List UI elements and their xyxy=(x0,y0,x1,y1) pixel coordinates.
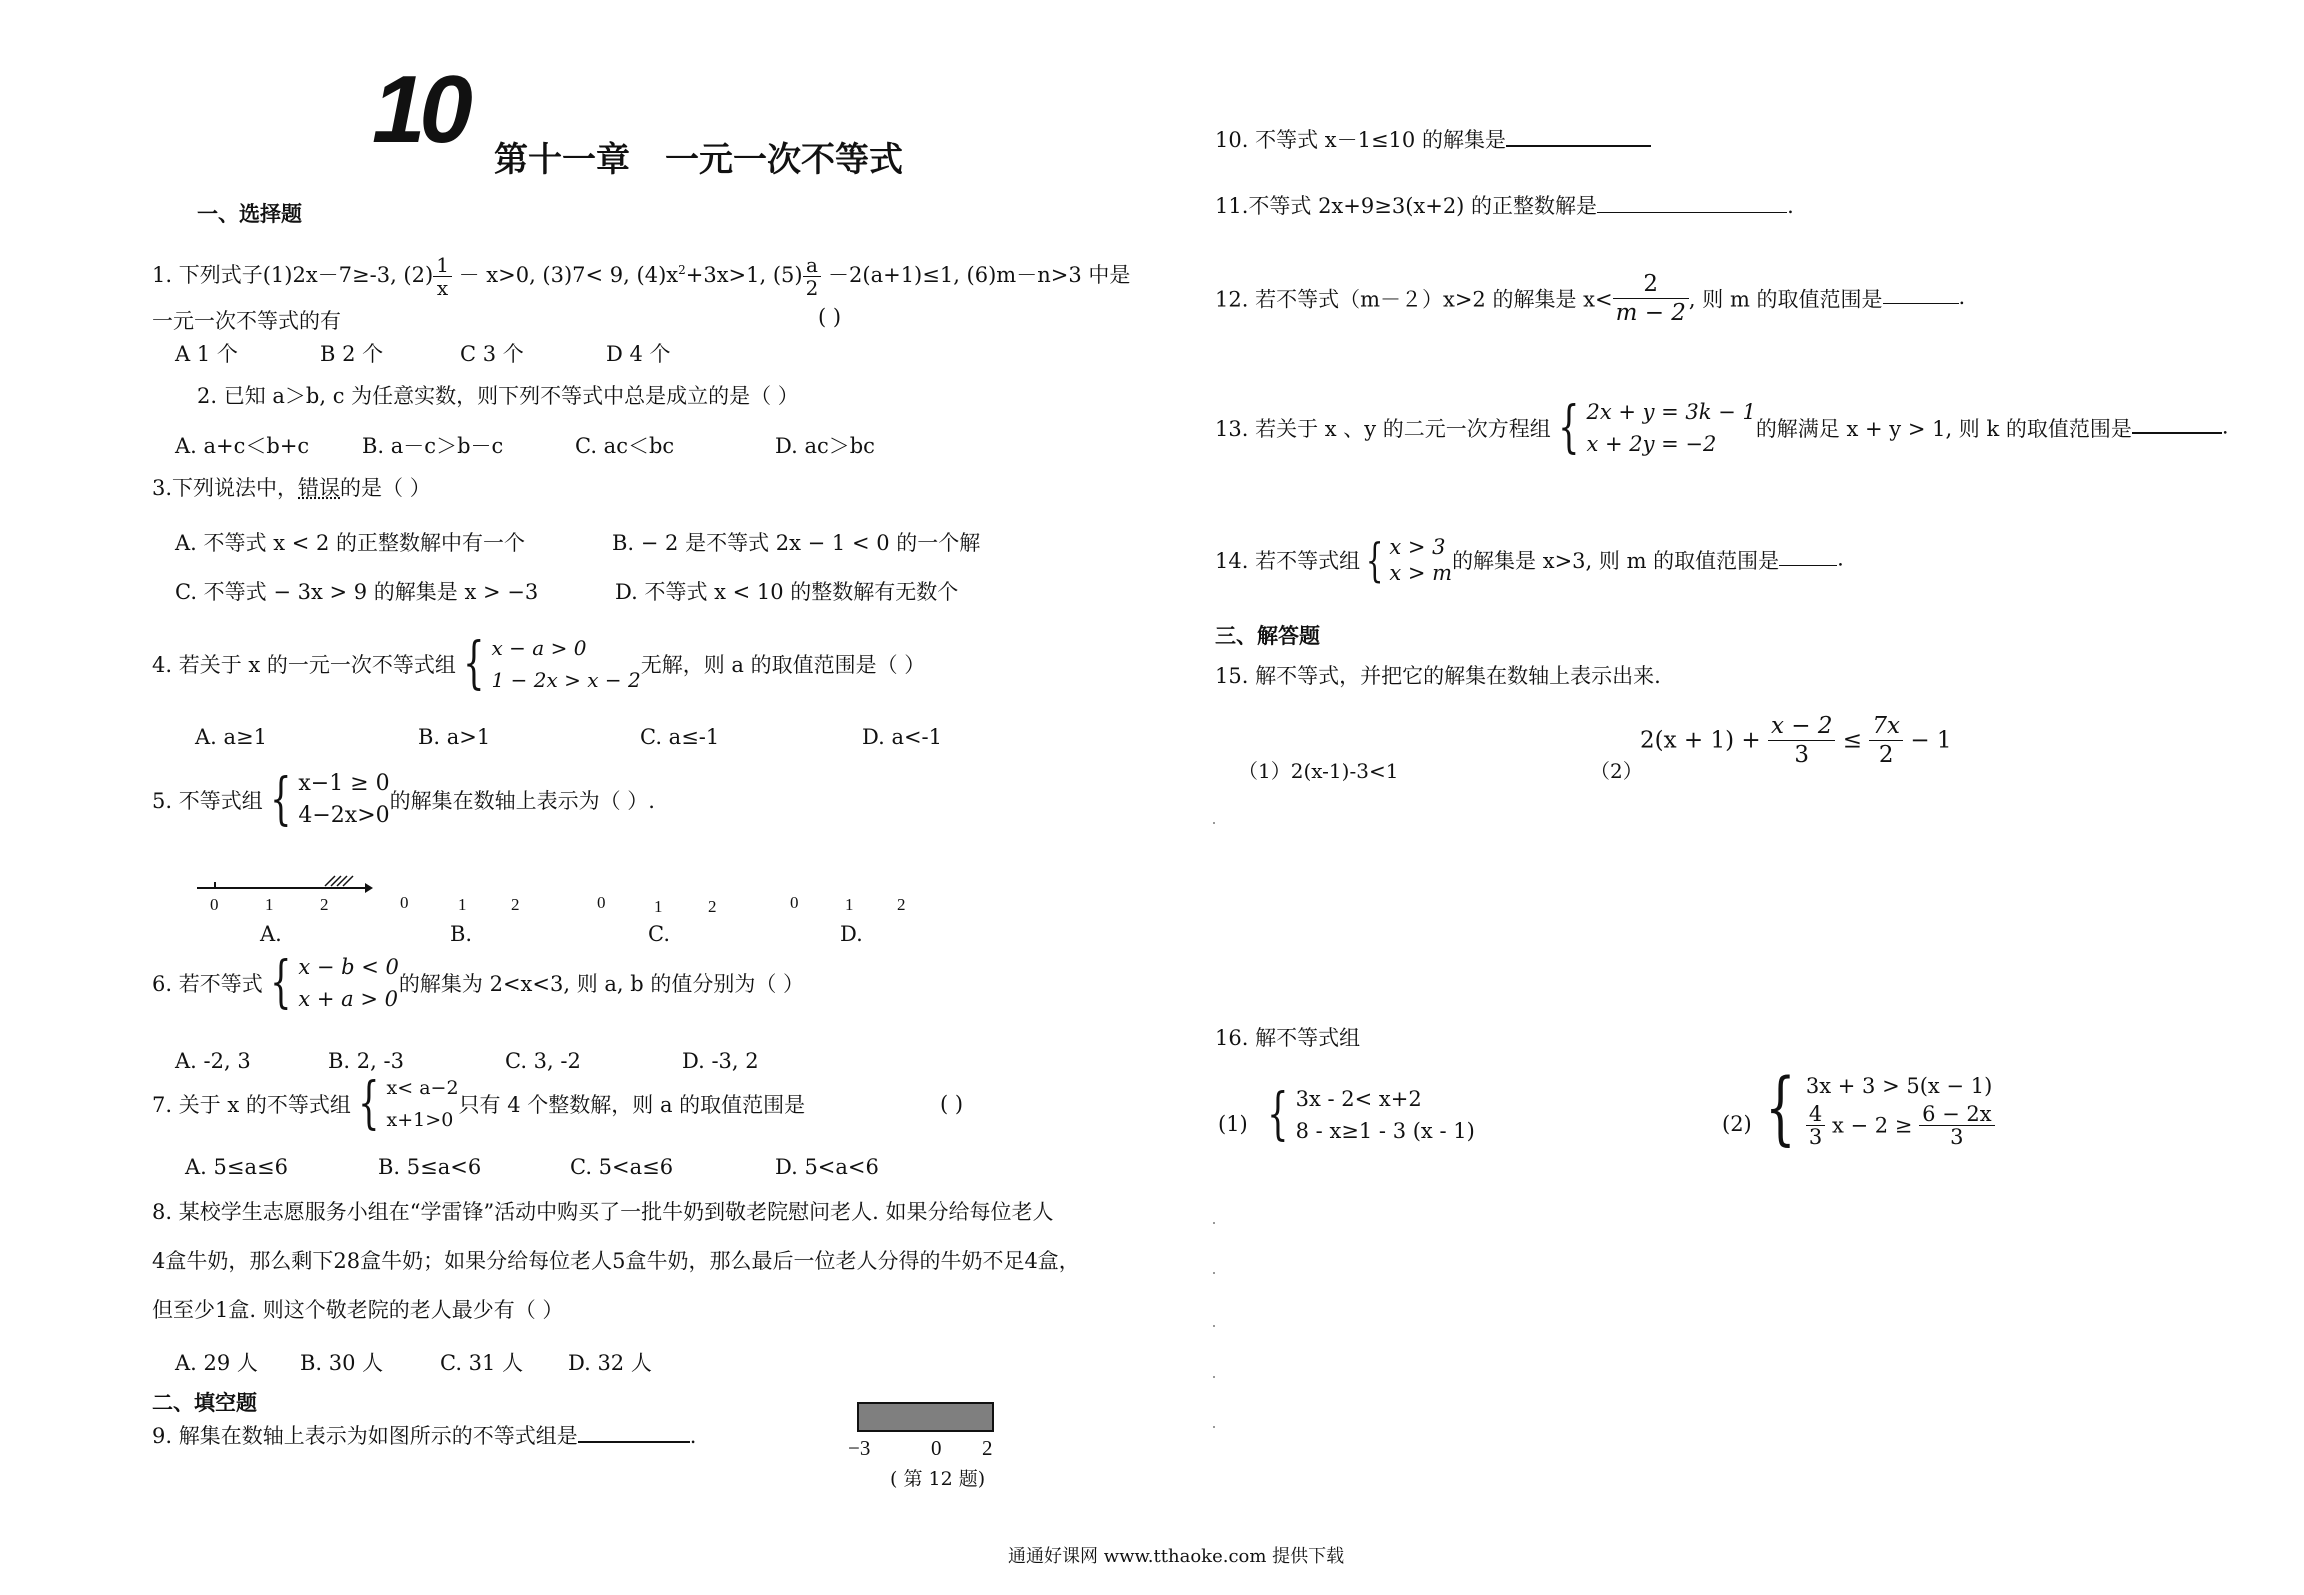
q3-option-b: B. − 2 是不等式 2x − 1 < 0 的一个解 xyxy=(612,531,981,555)
question-8-line3: 但至少1盒. 则这个敬老院的老人最少有（ ） xyxy=(152,1298,564,1322)
q8-option-d: D. 32 人 xyxy=(568,1351,652,1375)
q2-option-c: C. ac＜bc xyxy=(575,434,675,458)
q7-option-b: B. 5≤a<6 xyxy=(378,1155,482,1179)
q3-option-d: D. 不等式 x < 10 的整数解有无数个 xyxy=(615,580,959,604)
axis-a-tick-1: 1 xyxy=(265,895,274,914)
q4-option-a: A. a≥1 xyxy=(195,725,267,749)
question-11: 11.不等式 2x+9≥3(x+2) 的正整数解是 . xyxy=(1215,194,1794,218)
question-12: 12. 若不等式（m－２）x>2 的解集是 x< $\frac{2}{m - 2}$ , 则 m 的取值范围是 . xyxy=(1215,271,1966,326)
q6-option-b: B. 2, -3 xyxy=(328,1049,404,1073)
question-7-paren: ( ) xyxy=(940,1092,964,1116)
q8-option-a: A. 29 人 xyxy=(175,1351,258,1375)
axis-d-tick-2: 2 xyxy=(897,895,906,914)
axis-d-tick-0: 0 xyxy=(790,893,799,912)
title-chapter: 第十一章 xyxy=(494,140,630,180)
q16-part-2-label: (2) xyxy=(1722,1112,1752,1136)
axis-b-tick-1: 1 xyxy=(458,895,467,914)
q16-part-1-system: { 3x - 2< x+2 8 - x≥1 - 3 (x - 1) xyxy=(1267,1082,1475,1147)
chapter-number: 10 xyxy=(372,56,467,163)
q9-caption: ( 第 12 题) xyxy=(890,1468,986,1490)
q4-option-b: B. a>1 xyxy=(418,725,491,749)
q4-option-d: D. a<-1 xyxy=(862,725,943,749)
q8-option-c: C. 31 人 xyxy=(440,1351,524,1375)
q2-option-a: A. a+c＜b+c xyxy=(175,434,310,458)
q1-option-c: C 3 个 xyxy=(460,342,524,366)
q15-part-2-label: （2） xyxy=(1590,759,1643,783)
question-1-line2: 一元一次不等式的有 xyxy=(152,309,341,333)
question-2: 2. 已知 a＞b, c 为任意实数，则下列不等式中总是成立的是（ ） xyxy=(197,384,799,408)
q6-option-d: D. -3, 2 xyxy=(682,1049,759,1073)
title-topic: 一元一次不等式 xyxy=(665,140,903,180)
axis-c-tick-1: 1 xyxy=(654,897,663,916)
q2-option-d: D. ac＞bc xyxy=(775,434,875,458)
question-10: 10. 不等式 x－1≤10 的解集是 xyxy=(1215,124,1651,154)
axis-a-tick-2: 2 xyxy=(320,895,329,914)
question-13: 13. 若关于 x 、y 的二元一次方程组 { 2x + y = 3k − 1 x + 2y = −2的解满足 x + y > 1, 则 k 的取值范围是 . xyxy=(1215,395,2229,460)
q6-option-c: C. 3, -2 xyxy=(505,1049,581,1073)
q3-option-a: A. 不等式 x < 2 的正整数解中有一个 xyxy=(175,531,526,555)
question-1-paren: ( ) xyxy=(818,305,842,329)
question-3: 3.下列说法中，错误的是（ ） xyxy=(152,476,431,500)
q7-option-d: D. 5<a<6 xyxy=(775,1155,879,1179)
question-4: 4. 若关于 x 的一元一次不等式组 { x − a > 0 1 − 2x > x − 2无解，则 a 的取值范围是（ ） xyxy=(152,631,926,696)
q9-solution-bar xyxy=(857,1402,994,1432)
number-line-a xyxy=(195,870,375,900)
question-8-line1: 8. 某校学生志愿服务小组在“学雷锋”活动中购买了一批牛奶到敬老院慰问老人. 如果分给每位老人 xyxy=(152,1200,1054,1224)
q9-axis-label-neg3: −3 xyxy=(848,1436,871,1460)
axis-b-tick-2: 2 xyxy=(511,895,520,914)
q7-option-a: A. 5≤a≤6 xyxy=(185,1155,288,1179)
q1-option-d: D 4 个 xyxy=(606,342,671,366)
question-5: 5. 不等式组 { x−1 ≥ 0 4−2x>0的解集在数轴上表示为（ ）. xyxy=(152,767,655,832)
question-6: 6. 若不等式 { x − b < 0 x + a > 0的解集为 2<x<3, 则 a, b 的值分别为（ ） xyxy=(152,950,805,1015)
axis-d-tick-1: 1 xyxy=(845,895,854,914)
axis-c-tick-2: 2 xyxy=(708,897,717,916)
q15-part-1: （1）2(x-1)-3<1 xyxy=(1238,759,1399,783)
axis-a-tick-0: 0 xyxy=(210,895,219,914)
question-9: 9. 解集在数轴上表示为如图所示的不等式组是 . xyxy=(152,1420,696,1450)
q1-option-b: B 2 个 xyxy=(320,342,384,366)
q5-option-c: C. xyxy=(648,922,670,946)
axis-b-tick-0: 0 xyxy=(400,893,409,912)
q1-option-a: A 1 个 xyxy=(175,342,238,366)
question-14: 14. 若不等式组 { x > 3 x > m的解集是 x>3, 则 m 的取值范围是 . xyxy=(1215,533,1844,587)
q5-option-b: B. xyxy=(450,922,473,946)
q9-axis-label-0: 0 xyxy=(931,1436,942,1460)
question-16: 16. 解不等式组 xyxy=(1215,1026,1361,1050)
question-1-line1: 1. 下列式子(1)2x－7≥-3, (2) $\frac{1}{x}$ － x>0, (3)7< 9, $(4)x^2+3x>1$, (5) $\frac{a}{2}$ －2(a+1)≤1, (6)m－n>3 中是 xyxy=(152,253,1131,300)
q2-option-b: B. a－c＞b－c xyxy=(362,434,504,458)
q9-axis-label-2: 2 xyxy=(982,1436,993,1460)
q5-option-d: D. xyxy=(840,922,863,946)
section-answer: 三、解答题 xyxy=(1215,623,1320,648)
q5-option-a: A. xyxy=(260,922,282,946)
section-choice: 一、选择题 xyxy=(197,201,302,226)
question-15: 15. 解不等式，并把它的解集在数轴上表示出来. xyxy=(1215,664,1661,688)
q7-option-c: C. 5<a≤6 xyxy=(570,1155,674,1179)
q6-option-a: A. -2, 3 xyxy=(175,1049,251,1073)
axis-c-tick-0: 0 xyxy=(597,893,606,912)
q8-option-b: B. 30 人 xyxy=(300,1351,384,1375)
footer-credit: 通通好课网 www.tthaoke.com 提供下载 xyxy=(1008,1546,1345,1567)
q16-part-1-label: (1) xyxy=(1218,1112,1248,1136)
q3-option-c: C. 不等式 − 3x > 9 的解集是 x > −3 xyxy=(175,580,539,604)
question-8-line2: 4盒牛奶，那么剩下28盒牛奶；如果分给每位老人5盒牛奶，那么最后一位老人分得的牛奶不足4盒， xyxy=(152,1249,1080,1273)
q4-option-c: C. a≤-1 xyxy=(640,725,720,749)
question-7: 7. 关于 x 的不等式组 { x< a−2 x+1>0只有 4 个整数解，则 a 的取值范围是 xyxy=(152,1071,806,1136)
q16-part-2-system: { 3x + 3 > 5(x − 1) $\frac{4}{3}$ x − 2 ≥ $\frac{6 - 2x}{3}$ xyxy=(1755,1068,1995,1148)
section-fill: 二、填空题 xyxy=(152,1390,257,1415)
q15-part-2-expr: 2(x + 1) + $\frac{x - 2}{3}$ ≤ $\frac{7x}{2}$ − 1 xyxy=(1640,713,1952,768)
